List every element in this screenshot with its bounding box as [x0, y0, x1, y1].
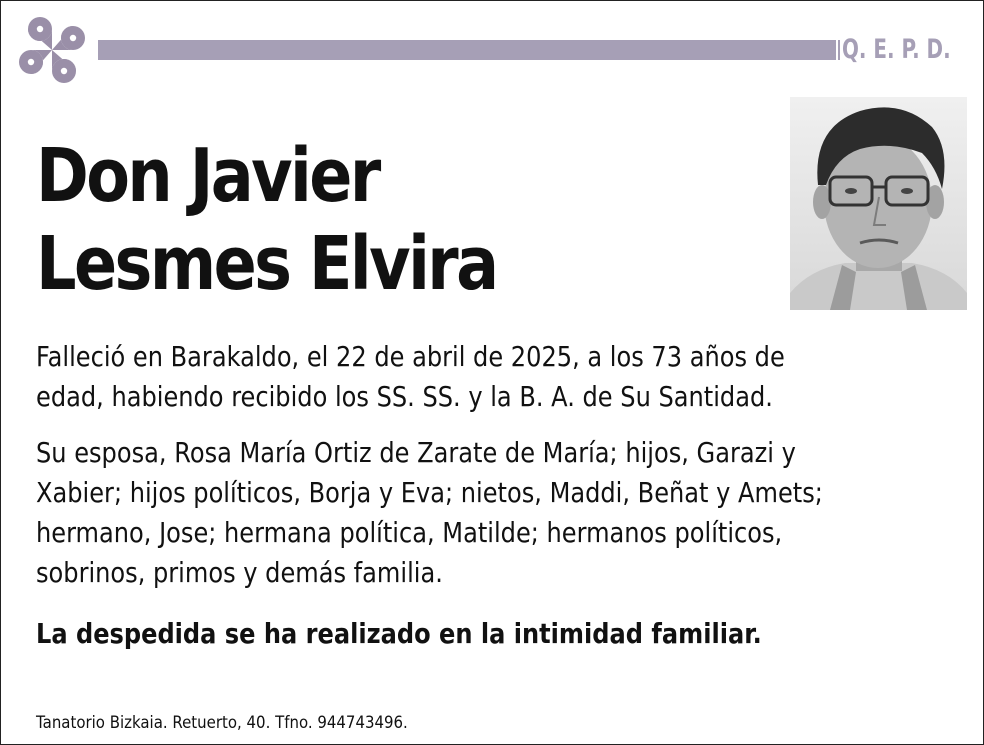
portrait-image — [790, 97, 967, 310]
header-bar — [98, 40, 836, 60]
family-line: Su esposa, Rosa María Ortiz de Zarate de María; hijos, Garazi y — [36, 436, 796, 469]
death-line: edad, habiendo recibido los SS. SS. y la B. A. de Su Santidad. — [36, 380, 773, 413]
deceased-name — [36, 132, 496, 308]
portrait-photo — [790, 97, 967, 310]
farewell-statement: La despedida se ha realizado en la intimidad familiar. — [36, 617, 762, 650]
death-line: Falleció en Barakaldo, el 22 de abril de 2025, a los 73 años de — [36, 340, 785, 373]
name-line-2: Lesmes Elvira — [36, 221, 497, 307]
header-bar-end — [838, 40, 840, 60]
name-line-1: Don Javier — [36, 133, 379, 219]
funeral-home-info: Tanatorio Bizkaia. Retuerto, 40. Tfno. 944743496. — [36, 713, 408, 733]
family-line: sobrinos, primos y demás familia. — [36, 556, 443, 589]
family-line: Xabier; hijos políticos, Borja y Eva; nietos, Maddi, Beñat y Amets; — [36, 476, 823, 509]
lauburu-icon — [14, 12, 90, 88]
family-line: hermano, Jose; hermana política, Matilde; hermanos políticos, — [36, 516, 783, 549]
family-paragraph — [36, 433, 823, 593]
death-notice-paragraph — [36, 337, 785, 417]
qepd-label: Q. E. P. D. — [842, 34, 951, 65]
